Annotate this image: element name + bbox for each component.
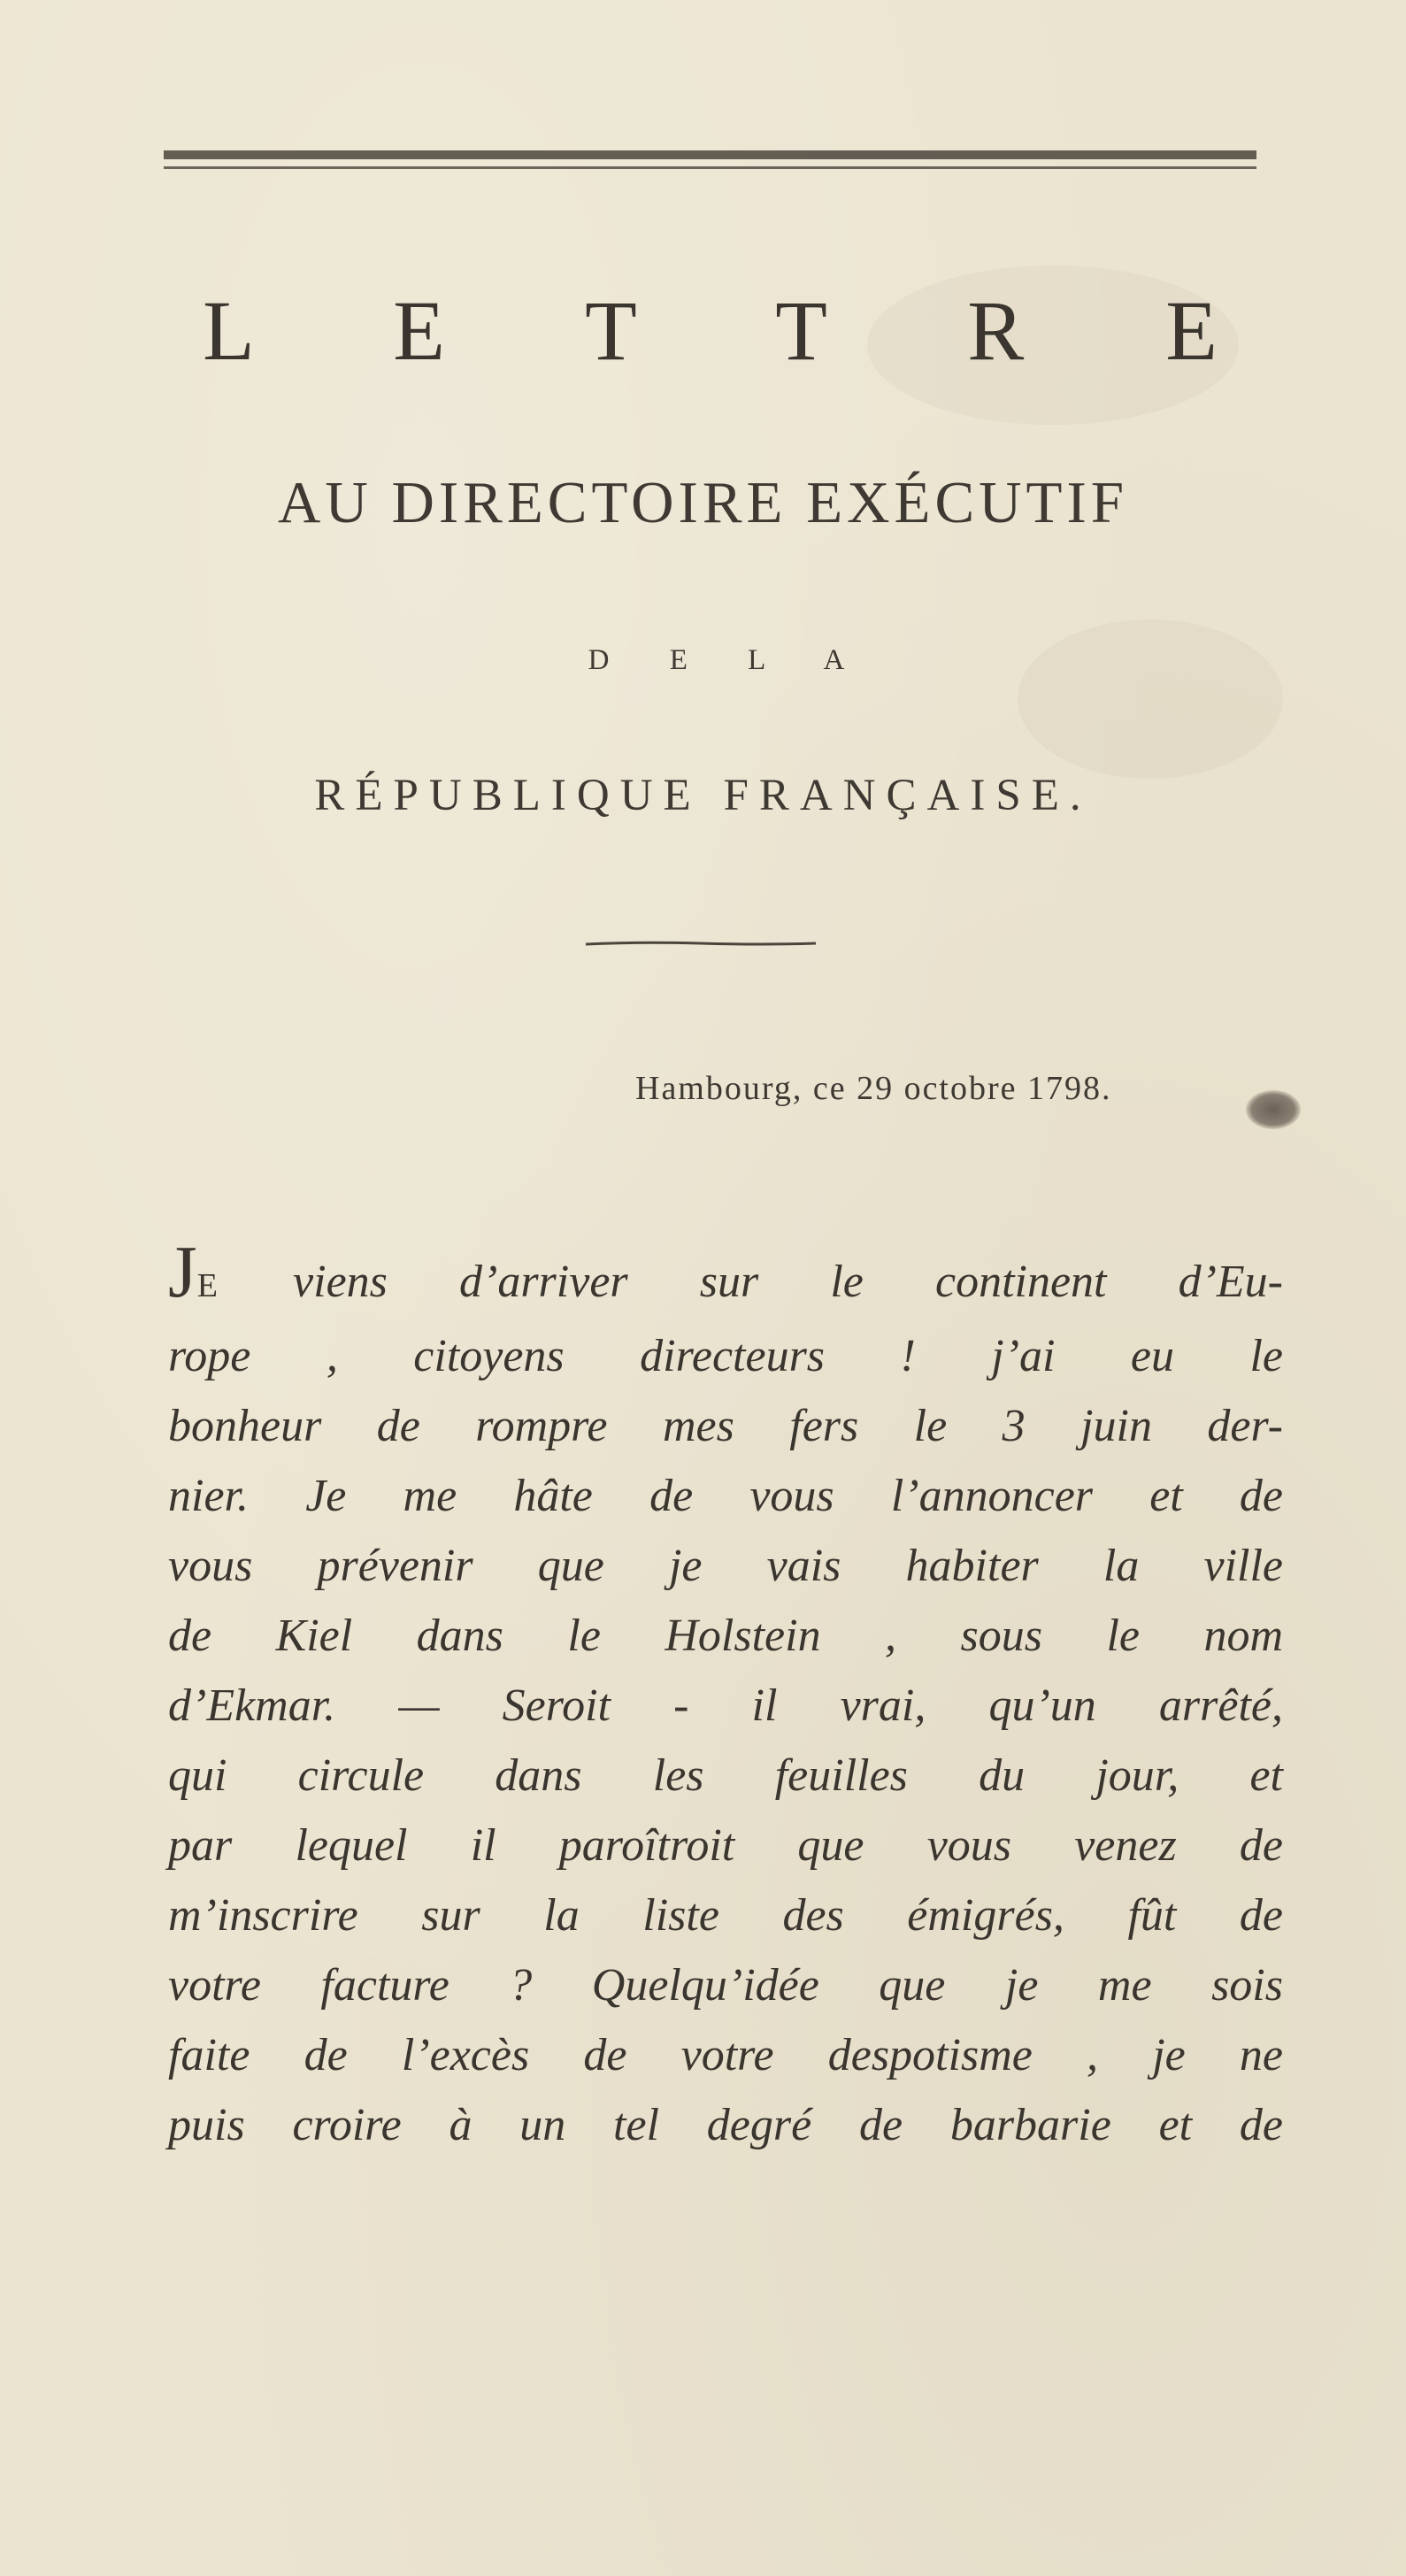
body-line: faite de l’excès de votre despotisme , je ne [168,2030,1283,2080]
body-line: bonheur de rompre mes fers le 3 juin der- [168,1401,1283,1451]
small-cap: E [196,1267,221,1304]
title-line-republique: RÉPUBLIQUE FRANÇAISE. [314,771,1092,820]
body-line: votre facture ? Quelqu’idée que je me sois [168,1960,1283,2011]
header-rule-thin [164,166,1256,169]
body-line: qui circule dans les feuilles du jour, et [168,1750,1283,1801]
body-line [168,1231,1283,1321]
letter-body [168,1231,1283,2160]
dateline: Hambourg, ce 29 octobre 1798. [635,1070,1112,1107]
title-line-de-la: D E L A [588,644,872,676]
header-rule-thick [164,150,1256,159]
document-title: L E T T R E [203,283,1278,378]
ink-blot [1246,1090,1301,1129]
paper-stain [1018,619,1283,779]
body-line: d’Ekmar. — Seroit - il vrai, qu’un arrêté, [168,1680,1283,1731]
body-line: par lequel il paroîtroit que vous venez de [168,1820,1283,1871]
body-line: rope , citoyens directeurs ! j’ai eu le [168,1331,1283,1381]
ornament-rule [586,940,816,947]
body-line: nier. Je me hâte de vous l’annoncer et de [168,1471,1283,1521]
body-line: de Kiel dans le Holstein , sous le nom [168,1611,1283,1661]
drop-cap: J [168,1231,197,1313]
body-line: m’inscrire sur la liste des émigrés, fût de [168,1890,1283,1941]
body-line: puis croire à un tel degré de barbarie et de [168,2100,1283,2150]
title-line-directoire: AU DIRECTOIRE EXÉCUTIF [277,470,1129,535]
body-line-text: viens d’arriver sur le continent d’Eu- [220,1257,1283,1307]
body-line: vous prévenir que je vais habiter la ville [168,1541,1283,1591]
